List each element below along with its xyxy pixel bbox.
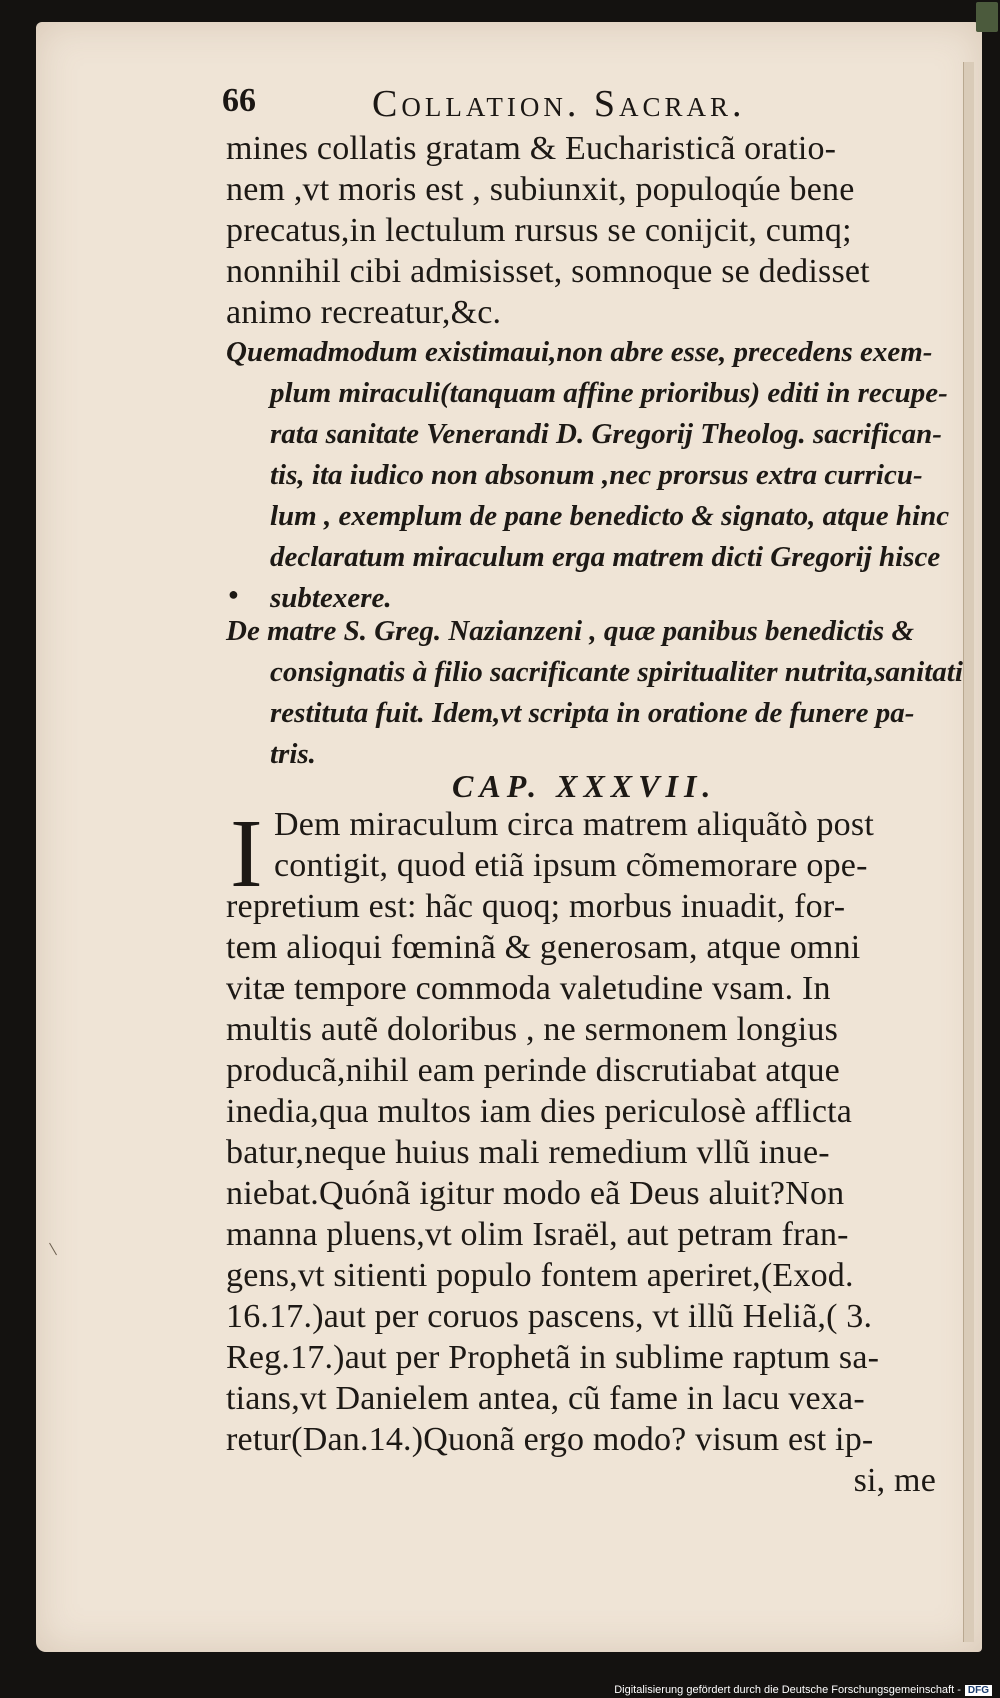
italic-line: plum miraculi(tanquam affine prioribus) editi in recupe-	[270, 377, 948, 409]
text-line: nonnihil cibi admisisset, somnoque se dedisset	[226, 253, 870, 290]
text-line: precatus,in lectulum rursus se conijcit, cumq;	[226, 212, 852, 249]
paragraph-2	[226, 800, 966, 1501]
note-1	[226, 332, 966, 619]
dfg-logo: DFG	[965, 1685, 992, 1696]
text-line: manna pluens,vt olim Israël, aut petram fran-	[226, 1216, 849, 1253]
bookmark-tab	[976, 2, 998, 32]
catchword: si, me	[853, 1462, 936, 1499]
text-line: 16.17.)aut per coruos pascens, vt illũ Heliã,( 3.	[226, 1298, 873, 1335]
text-line: tians,vt Danielem antea, cũ fame in lacu vexa-	[226, 1380, 865, 1417]
italic-line: lum , exemplum de pane benedicto & signato, atque hinc	[270, 500, 950, 532]
text-line: Reg.17.)aut per Prophetã in sublime raptum sa-	[226, 1339, 880, 1376]
italic-line: tis, ita iudico non absonum ,nec prorsus extra curricu-	[270, 459, 923, 491]
italic-line: rata sanitate Venerandi D. Gregorij Theolog. sacrifican-	[270, 418, 942, 450]
running-title: Collation. Sacrar.	[372, 83, 746, 125]
page-number: 66	[222, 82, 256, 119]
credit-text: Digitalisierung gefördert durch die Deutsche Forschungsgemeinschaft -	[614, 1684, 961, 1696]
paragraph-1	[226, 128, 966, 333]
digitization-credit	[614, 1684, 992, 1696]
text-line: animo recreatur,&c.	[226, 294, 502, 331]
italic-line: Quemadmodum existimaui,non abre esse, precedens exem-	[226, 336, 933, 368]
italic-line: tris.	[270, 738, 316, 770]
text-line: batur,neque huius mali remedium vllũ inue-	[226, 1134, 830, 1171]
italic-line: consignatis à filio sacrificante spiritualiter nutrita,sanitati	[270, 656, 963, 688]
text-line: Dem miraculum circa matrem aliquãtò post	[274, 806, 874, 843]
text-line: vitæ tempore commoda valetudine vsam. In	[226, 970, 831, 1007]
italic-line: De matre S. Greg. Nazianzeni , quæ panibus benedictis &	[226, 615, 914, 647]
text-line: nem ,vt moris est , subiunxit, populoqúe bene	[226, 171, 855, 208]
text-line: repretium est: hãc quoq; morbus inuadit, for-	[226, 888, 846, 925]
text-line: mines collatis gratam & Eucharisticã oratio-	[226, 130, 837, 167]
text-line: producã,nihil eam perinde discrutiabat atque	[226, 1052, 840, 1089]
drop-cap: I	[230, 800, 263, 908]
text-line: tem alioqui fœminã & generosam, atque omni	[226, 929, 861, 966]
italic-line: subtexere.	[270, 582, 392, 614]
margin-dot: ●	[228, 584, 239, 604]
text-line: inedia,qua multos iam dies periculosè afflicta	[226, 1093, 853, 1130]
note-2	[226, 611, 966, 775]
text-line: multis autẽ doloribus , ne sermonem longius	[226, 1011, 839, 1048]
running-head	[222, 82, 922, 128]
italic-line: restituta fuit. Idem,vt scripta in oratione de funere pa-	[270, 697, 915, 729]
text-line: gens,vt sitienti populo fontem aperiret,(Exod.	[226, 1257, 854, 1294]
text-line: niebat.Quónã igitur modo eã Deus aluit?Non	[226, 1175, 845, 1212]
chapter-heading: CAP. XXXVII.	[452, 768, 717, 804]
text-line: contigit, quod etiã ipsum cõmemorare ope-	[274, 847, 868, 884]
text-line: retur(Dan.14.)Quonã ergo modo? visum est ip-	[226, 1421, 874, 1458]
italic-line: declaratum miraculum erga matrem dicti Gregorij hisce	[270, 541, 941, 573]
